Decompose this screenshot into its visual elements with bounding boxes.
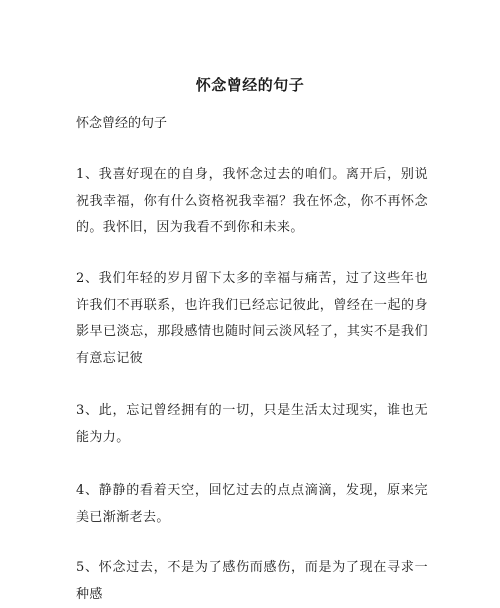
paragraph-5: 5、怀念过去，不是为了感伤而感伤，而是为了现在寻求一种感	[76, 560, 428, 602]
paragraph-4: 4、静静的看着天空，回忆过去的点点滴滴，发现，原来完美已渐渐老去。	[76, 483, 428, 525]
paragraph-3: 3、此，忘记曾经拥有的一切，只是生活太过现实，谁也无能为力。	[76, 403, 428, 445]
paragraph-2: 2、我们年轻的岁月留下太多的幸福与痛苦，过了这些年也许我们不再联系，也许我们已经忘记彼此，曾经在一起的身影早已淡忘，那段感情也随时间云淡风轻了，其实不是我们有意忘记彼	[76, 271, 428, 366]
paragraph-1: 1、我喜好现在的自身，我怀念过去的咱们。离开后，别说祝我幸福，你有什么资格祝我幸福？我在怀念，你不再怀念的。我怀旧，因为我看不到你和未来。	[76, 167, 428, 235]
document-title: 怀念曾经的句子	[195, 76, 305, 94]
document-subtitle: 怀念曾经的句子	[76, 116, 168, 131]
